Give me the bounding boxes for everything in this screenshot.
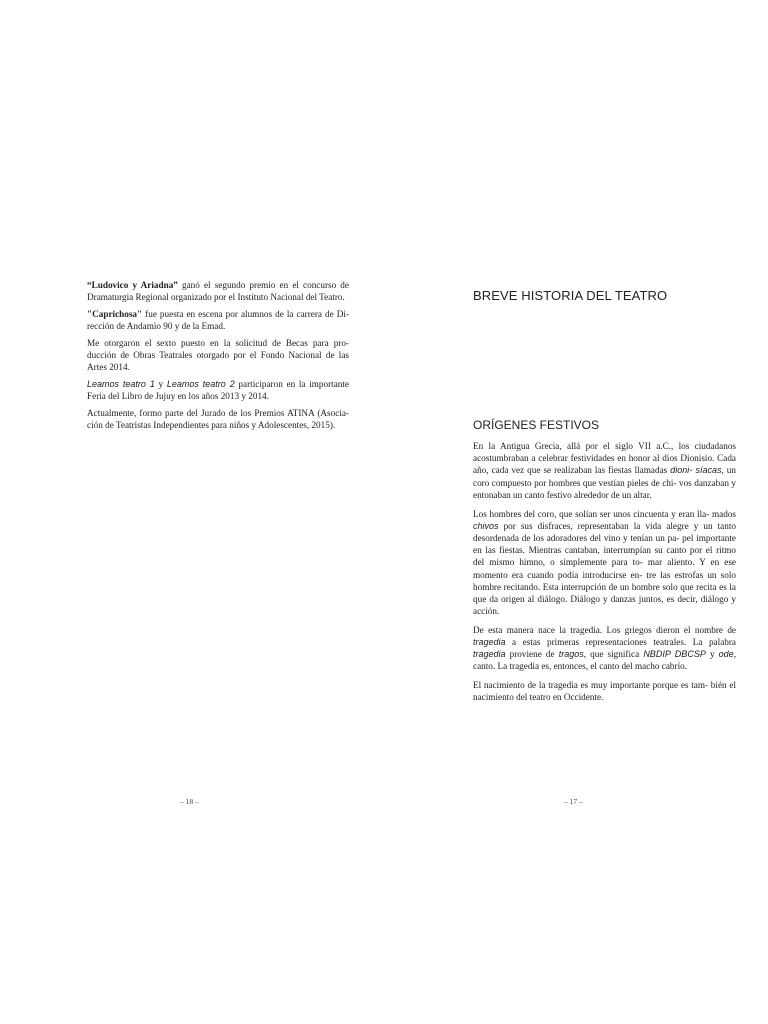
paragraph-text: por sus disfraces, representaban la vida alegre y un tanto desordenada de los adoradores del vino y tenían un pa- pel importante en las fiestas. Mientras cantaban, interrumpían su canto por el ritmo del mismo himno, o simplemente para to- mar aliento. Y en ese momento era cuando podía introducirse en- tre las estrofas un solo hombre recitando. Esta interrupción de un hombre solo que recita es la que da origen al diálogo. Diálogo y danzas juntos, es decir, diálogo y acción. xyxy=(473,520,736,617)
paragraph: El nacimiento de la tragedia es muy importante porque es tam- bién el nacimiento del teatro en Occidente. xyxy=(473,680,736,703)
work-title: Leamos teatro 1 xyxy=(87,379,155,390)
paragraph-text: y xyxy=(154,379,167,390)
paragraph-text: proviene de xyxy=(505,649,559,660)
paragraph-text: , que significa xyxy=(583,649,644,660)
emphasis: tragos xyxy=(558,649,584,660)
page-number: – 17 – xyxy=(564,797,583,806)
page-number: – 18 – xyxy=(180,797,199,806)
emphasis: ode xyxy=(718,649,734,660)
paragraph-text: fue puesta en escena por alumnos de la carrera de Di- rección de Andamio 90 y de la Emad. xyxy=(87,309,349,331)
right-page xyxy=(384,0,768,1024)
paragraph-text: Los hombres del coro, que solían ser unos cincuenta y eran lla- mados xyxy=(473,508,736,519)
work-title: Leamos teatro 2 xyxy=(166,379,235,390)
emphasis: NBDIP DBCSP xyxy=(643,649,706,660)
page-title: BREVE HISTORIA DEL TEATRO xyxy=(473,288,668,303)
paragraph-text: , un coro compuesto por hombres que vestían pieles de chi- vos danzaban y entonaban un canto festivo alrededor de un altar. xyxy=(473,465,736,500)
work-title: "Caprichosa" xyxy=(87,309,143,320)
paragraph xyxy=(473,508,736,618)
section-title: ORÍGENES FESTIVOS xyxy=(473,418,600,432)
emphasis: dioni- síacas xyxy=(670,465,722,476)
paragraph: Me otorgaron el sexto puesto en la solicitud de Becas para pro- ducción de Obras Teatrales otorgado por el Fondo Nacional de las Artes 2014. xyxy=(87,338,349,372)
paragraph xyxy=(473,624,736,673)
left-page-text xyxy=(87,280,349,438)
paragraph-text: y xyxy=(705,649,719,660)
paragraph xyxy=(473,440,736,501)
emphasis: chivos xyxy=(473,520,499,531)
emphasis: tragedia xyxy=(473,637,506,648)
paragraph-text: En la Antigua Grecia, allá por el siglo VII a.C., los ciudadanos acostumbraban a celebrar festividades en honor al dios Dionisio. Cada año, cada vez que se realizaban las fiestas llamadas xyxy=(473,441,736,476)
paragraph-text: , canto. La tragedia es, entonces, el canto del macho cabrío. xyxy=(473,649,736,672)
paragraph-text: a estas primeras representaciones teatrales. La palabra xyxy=(505,637,736,648)
paragraph xyxy=(87,309,349,332)
paragraph-text: ganó el segundo premio en el concurso de Dramaturgia Regional organizado por el Instituto Nacional del Teatro. xyxy=(87,280,349,302)
paragraph: Actualmente, formo parte del Jurado de los Premios ATINA (Asocia- ción de Teatristas Independientes para niños y Adolescentes, 2015). xyxy=(87,408,349,430)
emphasis: tragedia xyxy=(473,649,506,660)
paragraph xyxy=(87,379,349,402)
paragraph xyxy=(87,280,349,303)
paragraph-text: participaron en la importante Feria del Libro de Jujuy en los años 2013 y 2014. xyxy=(87,379,350,401)
work-title: “Ludovico y Ariadna” xyxy=(87,280,178,290)
paragraph-text: De esta manera nace la tragedia. Los griegos dieron el nombre de xyxy=(473,624,736,635)
right-page-text xyxy=(473,440,736,710)
